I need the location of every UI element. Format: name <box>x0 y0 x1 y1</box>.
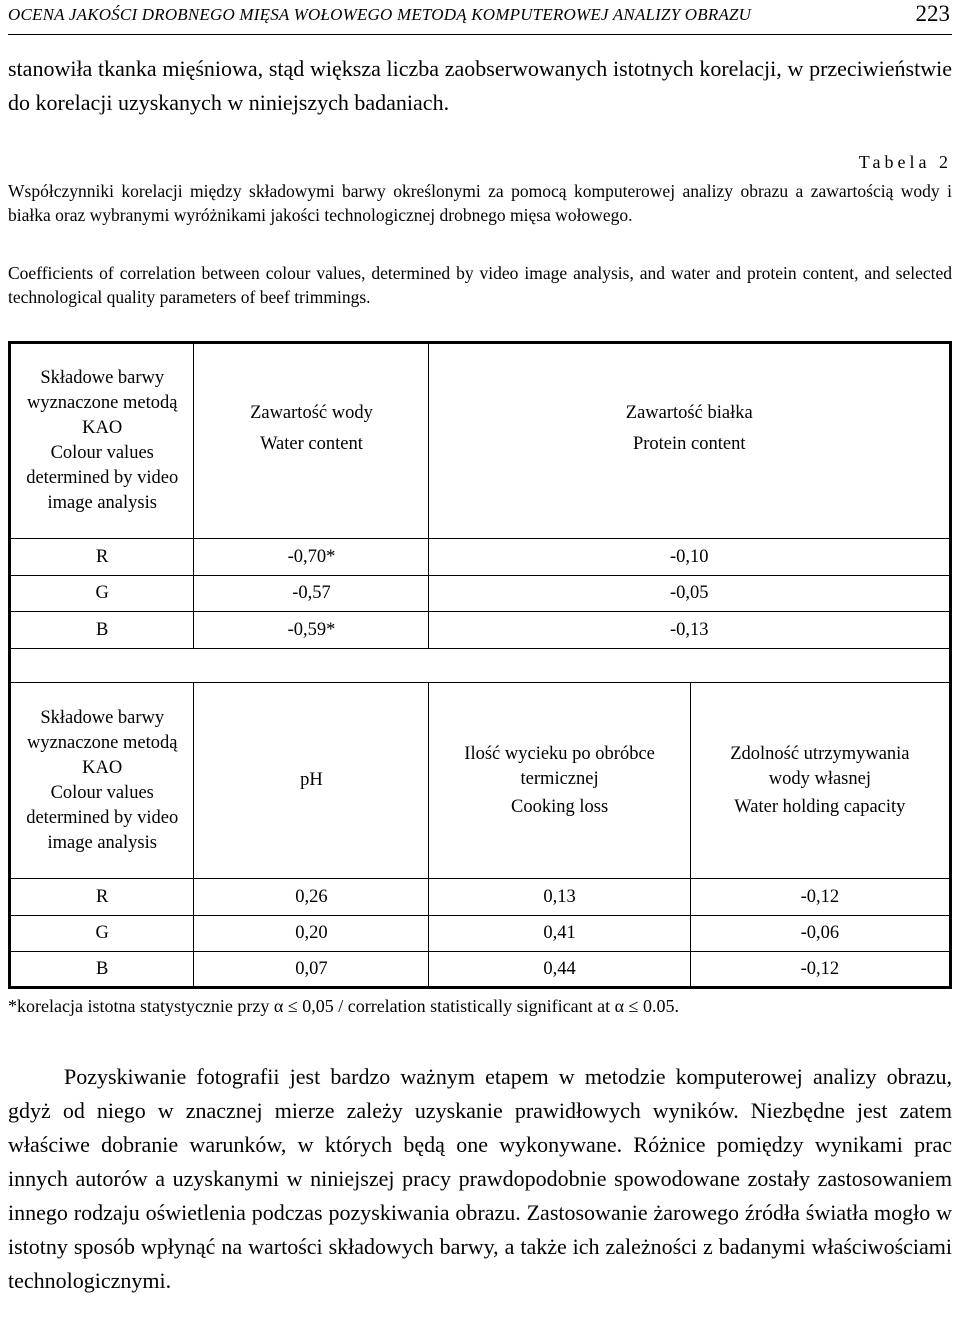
water-holding-value: -0,06 <box>690 916 950 952</box>
protein-value: -0,13 <box>429 612 951 649</box>
protein-content-header-en: Protein content <box>632 434 746 454</box>
ph-value: 0,07 <box>194 952 429 988</box>
water-content-header-en: Water content <box>260 434 363 454</box>
running-header <box>8 0 952 35</box>
water-content-header-pl: Zawartość wody <box>250 403 373 423</box>
colour-values-header-en: Colour values determined by video image analysis <box>26 782 179 853</box>
body-paragraph-1: stanowiła tkanka mięśniowa, stąd większa liczba zaobserwowanych istotnych korelacji, w przeciwieństwie do korelacji uzyskanych w niniejszych badaniach. <box>8 56 952 115</box>
table-header-row-2 <box>10 683 951 879</box>
row-label: R <box>10 879 194 916</box>
cooking-loss-value: 0,44 <box>429 952 690 988</box>
table-footnote: *korelacja istotna statystycznie przy α ≤ 0,05 / correlation statistically significant at α ≤ 0.05. <box>8 996 679 1016</box>
row-label: B <box>10 612 194 649</box>
table-row <box>10 576 951 612</box>
water-holding-header-pl: Zdolność utrzymywania wody własnej <box>730 743 910 789</box>
ph-header: pH <box>194 683 429 879</box>
table-spacer-row <box>10 649 951 683</box>
cooking-loss-header <box>429 683 690 879</box>
cooking-loss-header-pl: Ilość wycieku po obróbce termicznej <box>464 743 655 789</box>
table-row <box>10 916 951 952</box>
colour-values-header <box>10 683 194 879</box>
row-label: G <box>10 916 194 952</box>
row-label: G <box>10 576 194 612</box>
table-row <box>10 879 951 916</box>
water-holding-value: -0,12 <box>690 879 950 916</box>
protein-content-header <box>429 343 951 539</box>
cooking-loss-value: 0,13 <box>429 879 690 916</box>
table-caption-polish: Współczynniki korelacji między składowymi barwy określonymi za pomocą komputerowej analizy obrazu a zawartością wody i białka oraz wybranymi wyróżnikami jakości technologicznej drobnego mięsa wołowego. <box>8 181 952 225</box>
protein-value: -0,05 <box>429 576 951 612</box>
correlation-table <box>8 341 952 989</box>
water-holding-header-en: Water holding capacity <box>734 796 906 817</box>
colour-values-header-en: Colour values determined by video image analysis <box>26 443 179 513</box>
water-value: -0,57 <box>194 576 429 612</box>
colour-values-header-pl: Składowe barwy wyznaczone metodą KAO <box>26 368 178 438</box>
table-row <box>10 539 951 576</box>
ph-value: 0,20 <box>194 916 429 952</box>
table-label: Tabela 2 <box>858 152 952 172</box>
water-value: -0,70* <box>194 539 429 576</box>
protein-content-header-pl: Zawartość białka <box>625 403 753 423</box>
cooking-loss-header-en: Cooking loss <box>511 796 609 817</box>
table-row <box>10 952 951 988</box>
water-value: -0,59* <box>194 612 429 649</box>
water-holding-value: -0,12 <box>690 952 950 988</box>
cooking-loss-value: 0,41 <box>429 916 690 952</box>
colour-values-header <box>10 343 194 539</box>
water-holding-header <box>690 683 950 879</box>
running-title: OCENA JAKOŚCI DROBNEGO MIĘSA WOŁOWEGO METODĄ KOMPUTEROWEJ ANALIZY OBRAZU <box>8 5 752 24</box>
colour-values-header-pl: Składowe barwy wyznaczone metodą KAO <box>26 707 178 778</box>
body-paragraph-2: Pozyskiwanie fotografii jest bardzo ważnym etapem w metodzie komputerowej analizy obrazu, gdyż od niego w znacznej mierze zależy uzyskanie prawidłowych wyników. Niezbędne jest zatem właściwe dobranie warunków, w których będą one wykonywane. Różnice pomiędzy wynikami prac innych autorów a uzyskanymi w niniejszej pracy prawdopodobnie spowodowane zostały zastosowaniem innego rodzaju oświetlenia podczas pozyskiwania obrazu. Zastosowanie żarowego źródła światła mogło w istotny sposób wpłynąć na wartości składowych barwy, a także ich zależności z badanymi właściwościami technologicznymi. <box>8 1064 952 1293</box>
row-label: R <box>10 539 194 576</box>
table-header-row-1 <box>10 343 951 539</box>
water-content-header <box>194 343 429 539</box>
page-number: 223 <box>915 1 950 26</box>
ph-value: 0,26 <box>194 879 429 916</box>
table-row <box>10 612 951 649</box>
table-caption-english: Coefficients of correlation between colour values, determined by video image analysis, and water and protein content, and selected technological quality parameters of beef trimmings. <box>8 263 952 307</box>
protein-value: -0,10 <box>429 539 951 576</box>
row-label: B <box>10 952 194 988</box>
